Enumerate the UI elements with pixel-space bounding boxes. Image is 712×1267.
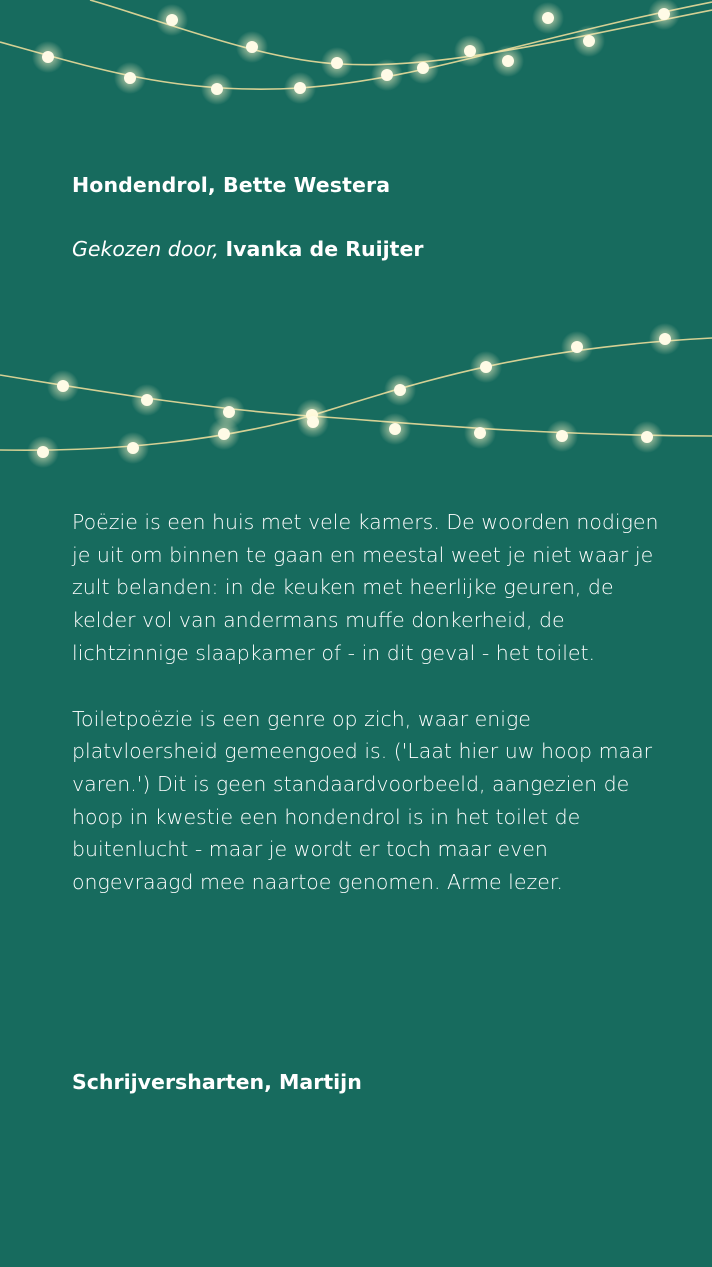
bulbs-top <box>32 0 680 105</box>
signature: Schrijversharten, Martijn <box>72 1070 362 1094</box>
review-body <box>72 506 672 899</box>
string-lights-middle-icon <box>0 320 712 470</box>
chosen-by <box>72 234 652 264</box>
header <box>72 170 652 264</box>
paragraph-1: Poëzie is een huis met vele kamers. De woorden nodigen je uit om binnen te gaan en meestal weet je niet waar je zult belanden: in de keuken met heerlijke geuren, de kelder vol van andermans muffe donkerheid, de lichtzinnige slaapkamer of - in dit geval - het toilet. <box>72 510 659 665</box>
paragraph-2: Toiletpoëzie is een genre op zich, waar enige platvloersheid gemeengoed is. ('Laat hier uw hoop maar varen.') Dit is geen standaardvoorbeeld, aangezien de hoop in kwestie een hondendrol is in het toilet de buitenlucht - maar je wordt er toch maar even ongevraagd mee naartoe genomen. Arme lezer. <box>72 706 653 895</box>
chosen-by-label: Gekozen door, <box>72 237 219 261</box>
book-title: Hondendrol, Bette Westera <box>72 173 391 197</box>
string-lights-top-icon <box>0 0 712 110</box>
chosen-by-name: Ivanka de Ruijter <box>225 237 424 261</box>
